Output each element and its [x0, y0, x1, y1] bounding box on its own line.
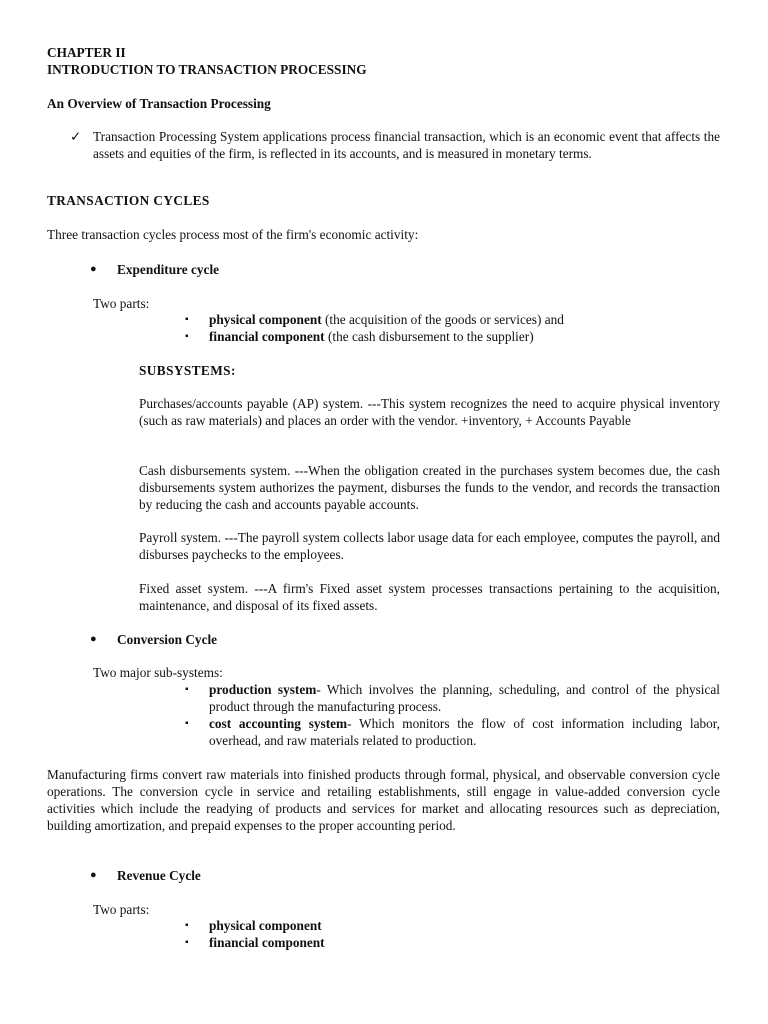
part-bold: financial component [209, 329, 325, 344]
expenditure-cycle-title: Expenditure cycle [117, 262, 220, 277]
revenue-cycle-title: Revenue Cycle [117, 868, 201, 883]
bullet-icon: ● [90, 633, 97, 645]
part-rest: - Which involves the planning, scheduling, and control of the physical product through the manufacturing process. [209, 682, 720, 714]
part-rest: (the cash disbursement to the supplier) [324, 329, 534, 344]
subsystem-payroll: Payroll system. ---The payroll system collects labor usage data for each employee, computes the payroll, and disburses paychecks to the employees. [139, 530, 720, 562]
conversion-part-cost-accounting [209, 715, 720, 749]
overview-heading: An Overview of Transaction Processing [47, 96, 271, 111]
conversion-parts-label: Two major sub-systems: [93, 665, 223, 680]
conversion-part-production [209, 681, 720, 715]
part-bold: physical component [209, 312, 322, 327]
revenue-part-physical: physical component [209, 918, 322, 933]
subsystems-heading: SUBSYSTEMS: [139, 363, 236, 378]
expenditure-part-physical [209, 311, 564, 328]
conversion-paragraph: Manufacturing firms convert raw materials into finished products through formal, physical, and observable conversion cycle operations. The conversion cycle in service and retailing establishments, still engage in value-added conversion cycle activities which include the readying of products and services for market and allocating resources such as depreciation, building amortization, and prepaid expenses to the proper accounting period. [47, 767, 720, 833]
subsystem-cash-disbursements: Cash disbursements system. ---When the obligation created in the purchases system becomes due, the cash disbursements system authorizes the payment, disburses the funds to the vendor, and records the transaction by reducing the cash and accounts payable accounts. [139, 463, 720, 512]
square-bullet-icon: ▪ [185, 331, 189, 342]
transaction-cycles-heading: TRANSACTION CYCLES [47, 193, 210, 208]
subsystem-fixed-asset: Fixed asset system. ---A firm's Fixed asset system processes transactions pertaining to the acquisition, maintenance, and disposal of its fixed assets. [139, 581, 720, 613]
part-rest: - Which monitors the flow of cost information including labor, overhead, and raw materials related to production. [209, 716, 721, 748]
part-rest: (the acquisition of the goods or services) and [321, 312, 564, 327]
chapter-title: INTRODUCTION TO TRANSACTION PROCESSING [47, 62, 367, 77]
intro-bullet-text: Transaction Processing System applications process financial transaction, which is an economic event that affects the assets and equities of the firm, is reflected in its accounts, and is measured in monetary terms. [93, 129, 720, 161]
square-bullet-icon: ▪ [185, 314, 189, 325]
square-bullet-icon: ▪ [185, 937, 189, 948]
square-bullet-icon: ▪ [185, 684, 189, 695]
part-bold: production system [209, 682, 317, 697]
revenue-part-financial: financial component [209, 935, 325, 950]
expenditure-part-financial [209, 328, 534, 345]
part-bold: cost accounting system [209, 716, 348, 731]
square-bullet-icon: ▪ [185, 920, 189, 931]
conversion-cycle-title: Conversion Cycle [117, 632, 218, 647]
expenditure-parts-label: Two parts: [93, 296, 150, 311]
bullet-icon: ● [90, 869, 97, 881]
subsystem-purchases: Purchases/accounts payable (AP) system. ---This system recognizes the need to acquire physical inventory (such as raw materials) and places an order with the vendor. +inventory, + Accounts Payable [139, 396, 720, 428]
bullet-icon: ● [90, 263, 97, 275]
cycles-intro: Three transaction cycles process most of the firm's economic activity: [47, 227, 419, 242]
chapter-label: CHAPTER II [47, 45, 126, 60]
revenue-parts-label: Two parts: [93, 902, 150, 917]
square-bullet-icon: ▪ [185, 718, 189, 729]
checkmark-icon: ✓ [70, 129, 82, 144]
